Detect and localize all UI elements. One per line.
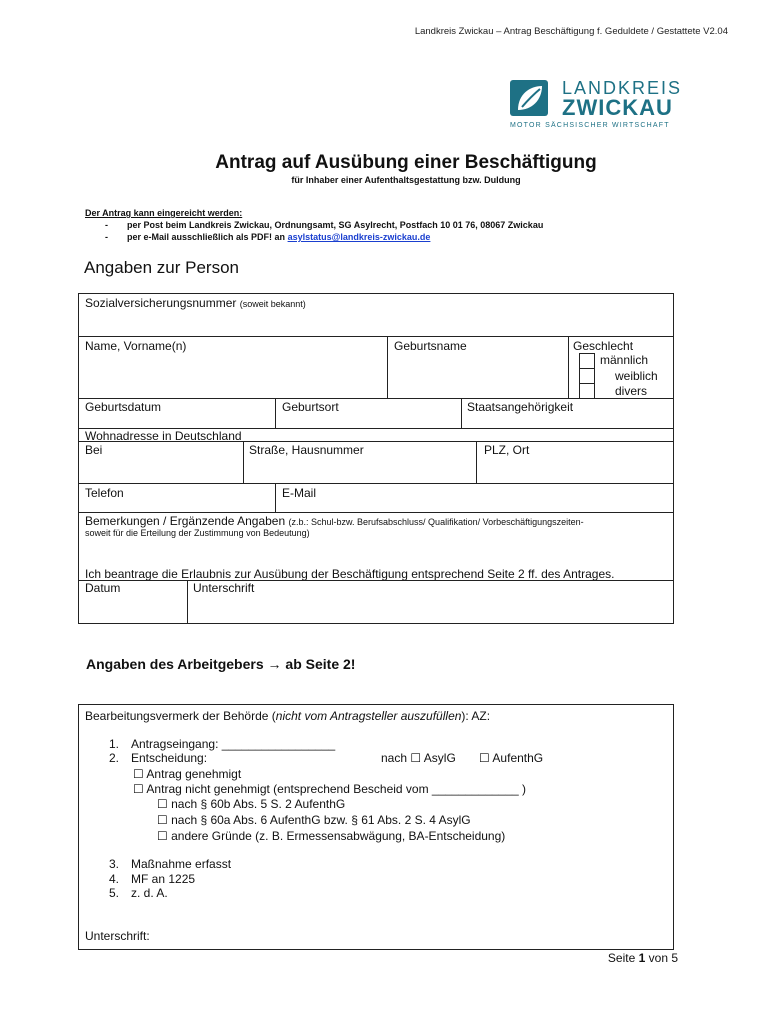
checkbox-reason-60a[interactable]: ☐ nach § 60a Abs. 6 AufenthG bzw. § 61 Abs. 2 S. 4 AsylG — [157, 813, 471, 827]
logo-word-zwickau: ZWICKAU — [562, 95, 673, 120]
page-subtitle: für Inhaber einer Aufenthaltsgestattung bzw. Duldung — [291, 175, 521, 185]
authority-heading: Bearbeitungsvermerk der Behörde (nicht vom Antragsteller auszufüllen): AZ: — [85, 709, 491, 723]
checkbox-approved[interactable]: ☐ Antrag genehmigt — [133, 767, 242, 781]
submission-heading: Der Antrag kann eingereicht werden: — [85, 208, 243, 218]
declaration-text: Ich beantrage die Erlaubnis zur Ausübung der Beschäftigung entsprechend Seite 2 ff. des Antrages. — [85, 567, 615, 581]
remarks-field[interactable]: Bemerkungen / Ergänzende Angaben (z.b.: Schul-bzw. Berufsabschluss/ Qualifikation/ Vorbeschäftigungszeiten- — [85, 514, 584, 528]
page-number: Seite 1 von 5 — [607, 951, 678, 965]
date-field[interactable]: Datum — [85, 581, 121, 595]
plz-field[interactable]: PLZ, Ort — [484, 443, 530, 457]
checkbox-reason-60b[interactable]: ☐ nach § 60b Abs. 5 S. 2 AufenthG — [157, 797, 346, 811]
phone-field[interactable]: Telefon — [85, 486, 124, 500]
submission-info — [85, 207, 543, 243]
address-heading: Wohnadresse in Deutschland — [85, 429, 242, 443]
nationality-field[interactable]: Staatsangehörigkeit — [467, 400, 574, 414]
section-heading-employer: Angaben des Arbeitgebers → ab Seite 2! — [86, 656, 356, 672]
birthname-field[interactable]: Geburtsname — [394, 339, 467, 353]
person-form — [78, 293, 674, 624]
name-field[interactable]: Name, Vorname(n) — [85, 339, 187, 353]
birthplace-field[interactable]: Geburtsort — [282, 400, 339, 414]
gender-female-label: weiblich — [615, 369, 658, 383]
page-title: Antrag auf Ausübung einer Beschäftigung — [215, 152, 597, 173]
street-field[interactable]: Straße, Hausnummer — [249, 443, 364, 457]
step-measure-recorded: Maßnahme erfasst — [131, 857, 232, 871]
logo-word-landkreis: LANDKREIS — [562, 78, 683, 98]
step-zda: z. d. A. — [131, 886, 168, 900]
signature-field[interactable]: Unterschrift — [193, 581, 255, 595]
ssn-field[interactable]: Sozialversicherungsnummer (soweit bekannt) — [85, 296, 306, 310]
gender-label: Geschlecht — [573, 339, 634, 353]
checkbox-rejected[interactable]: ☐ Antrag nicht genehmigt (entsprechend Bescheid vom _____________ ) — [133, 782, 527, 796]
submission-item-post: - per Post beim Landkreis Zwickau, Ordnungsamt, SG Asylrecht, Postfach 10 01 76, 08067 Zwickau — [105, 220, 544, 230]
remarks-note-line2: soweit für die Erteilung der Zustimmung von Bedeutung) — [85, 528, 310, 538]
gender-male-checkbox[interactable] — [579, 353, 595, 369]
submission-item-email: - per e-Mail ausschließlich als PDF! an asylstatus@landkreis-zwickau.de — [105, 232, 431, 242]
gender-male-label: männlich — [600, 353, 649, 367]
gender-diverse-label: divers — [615, 384, 648, 398]
checkbox-aufenthg[interactable]: ☐ AufenthG — [479, 751, 544, 765]
logo-tagline: MOTOR SÄCHSISCHER WIRTSCHAFT — [510, 122, 670, 129]
address-bei-field[interactable]: Bei — [85, 443, 103, 457]
checkbox-asylg[interactable]: nach ☐ AsylG — [381, 751, 456, 765]
running-header: Landkreis Zwickau – Antrag Beschäftigung f. Geduldete / Gestattete V2.04 — [414, 26, 728, 37]
gender-diverse-checkbox[interactable] — [579, 383, 595, 399]
gender-female-checkbox[interactable] — [579, 368, 595, 384]
checkbox-reason-other[interactable]: ☐ andere Gründe (z. B. Ermessensabwägung, BA-Entscheidung) — [157, 829, 506, 843]
authority-box: Bearbeitungsvermerk der Behörde (nicht vom Antragsteller auszufüllen): AZ: 1. Antragseingang: _________________ 2. Entscheidung: nach ☐ AsylG ☐ AufenthG ☐ Antrag genehmigt ☐ Antrag nicht genehmigt (entsprechend Bescheid vom _____________ ) ☐ nach § 60b Abs. 5 S. 2 AufenthG ☐ nach § 60a Abs. 6 AufenthG bzw. § 61 Abs. 2 S. 4 AsylG ☐ andere Gründe (z. B. Ermessensabwägung, BA-Entscheidung) 3. Maßnahme erfasst 4. MF an 1225 5. z. d. A. Unterschrift: — [78, 704, 674, 950]
email-field[interactable]: E-Mail — [282, 486, 317, 500]
authority-intake[interactable]: Antragseingang: _________________ — [131, 737, 336, 751]
birthdate-field[interactable]: Geburtsdatum — [85, 400, 162, 414]
authority-signature[interactable]: Unterschrift: — [85, 929, 150, 943]
section-heading-person: Angaben zur Person — [84, 258, 239, 277]
email-link[interactable]: asylstatus@landkreis-zwickau.de — [287, 232, 431, 242]
landkreis-logo-icon — [510, 80, 548, 116]
step-mf: MF an 1225 — [131, 872, 196, 886]
authority-decision: Entscheidung: — [131, 751, 208, 765]
